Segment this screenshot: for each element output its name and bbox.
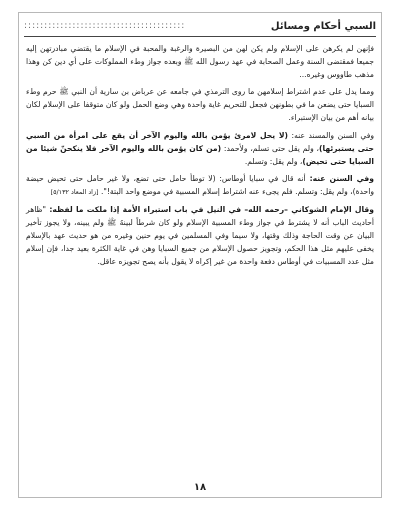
body-text (26, 42, 374, 472)
running-header-title: السبي أحكام ومسائل (270, 20, 376, 32)
paragraph-4-text: أنه قال في سبايا أوطاس: (لا توطأ حامل حتى تضع، ولا غير حامل حتى تحيض حيضة واحدة)، ولم يقل: وتسلم. فلم يجىء عنه اشتراط إسلام المسبية في موضع واحد البتة!". (26, 173, 374, 196)
paragraph-5-quote: "ظاهر أحاديث الباب أنه لا يشترط في جواز وطء المسبية الإسلام ولو كان شرطاً لبينهُ ﷺ ولم يبينه، ولا يجوز تأخير البيان عن وقت الحاجة وذلك وقتها، ولا سيما وفي المسلمين في يوم حنين وغيره من هو حديث عهد بالإسلام يخفى عليهم مثل هذا الحكم، وتجويز حصول الإسلام من جميع السبايا وهن في غاية الكثرة بعيد جدا، فإن إسلام مثل عدد المسبيات في أوطاس دفعة واحدة من غير إكراه لا يقول بأنه يصح تجويزه عاقل. (26, 205, 374, 267)
paragraph-3-end: ، ولم يقل: وتسلم. (244, 156, 303, 166)
page-number: ١٨ (193, 482, 207, 493)
paragraph-1: فإنهن لم يكرهن على الإسلام ولم يكن لهن من البصيرة والرغبة والمحبة في الإسلام ما يقتضي مبادرتهن إليه جميعا فمقتضى السنة وعمل الصحابة في عهد رسول الله ﷺ وبعده جواز وطء المملوكات على أي دين كن وهذا مذهب طاووس وغيره... (26, 44, 374, 80)
paragraph-3-middle: ، ولم يقل حتى تسلم، ولأحمد: (221, 143, 319, 153)
paragraph-3-intro: وفي السنن والمسند عنه: (288, 130, 374, 140)
paragraph-3 (26, 129, 374, 168)
paragraph-5 (26, 203, 374, 268)
paragraph-4 (26, 172, 374, 199)
citation-reference: [زاد المعاد ٥/١٣٢] (50, 187, 99, 196)
header-ornament-dots: :::::::::::::::::::::::::::::::::::::::: (24, 21, 186, 31)
header-rule (24, 36, 376, 37)
paragraph-2: ومما يدل على عدم اشتراط إسلامهن ما روى الترمذي في جامعه عن عرباض بن سارية أن النبي ﷺ حرم وطء السبايا حتى يضعن ما في بطونهن فجعل للتحريم غاية واحدة وهي وضع الحمل ولو كان متوقفا على الإسلام لكان بيانه أهم من بيان الإستبراء. (26, 87, 374, 123)
hadith-quote-1: (لا يحل لامرئ يؤمن بالله واليوم الآخر أن يقع على امرأة من السبي حتى يستبرئها) (26, 130, 374, 153)
paragraph-4-lead: وفي السنن عنه: (305, 173, 374, 183)
running-header (24, 18, 376, 34)
paragraph-5-lead: وقال الإمام الشوكاني –رحمه الله– في النيل في باب استبراء الأمة إذا ملكت ما لفظه: (46, 205, 374, 215)
hadith-quote-2: (من كان يؤمن بالله واليوم الآخر فلا ينكحنّ شيئا من السبايا حتى تحيض) (26, 143, 374, 166)
